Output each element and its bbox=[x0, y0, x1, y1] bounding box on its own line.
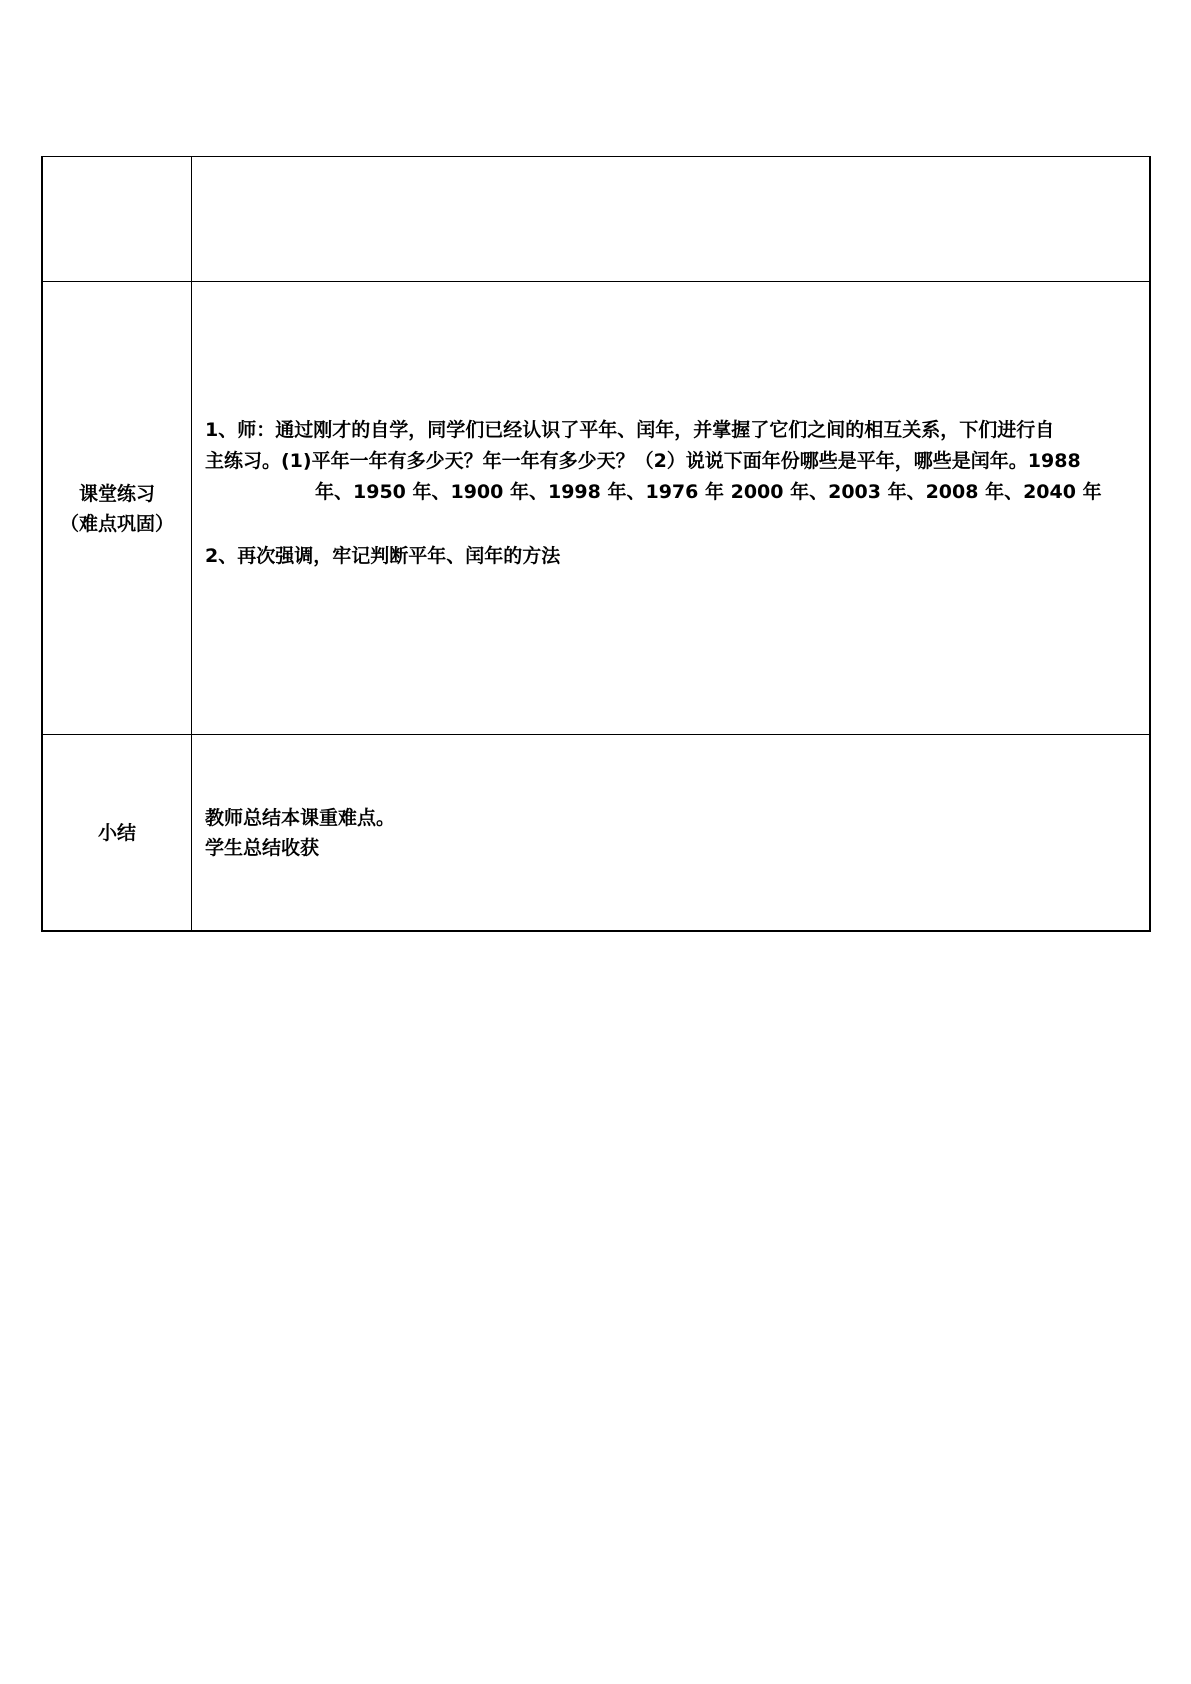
summary-line2: 学生总结收获 bbox=[205, 837, 320, 859]
practice-item1-line3: 年、1950 年、1900 年、1998 年、1976 年 2000 年、2003 年、2008 年、2040 年 bbox=[315, 481, 1102, 503]
row-divider-1 bbox=[43, 281, 1149, 282]
row-divider-2 bbox=[43, 734, 1149, 735]
practice-item1-line2: 主练习。(1)平年一年有多少天？年一年有多少天？（2）说说下面年份哪些是平年，哪些是闰年。1988 bbox=[205, 450, 1081, 472]
row-label-practice: 课堂练习 bbox=[78, 483, 155, 505]
practice-item1-line1: 1、师：通过刚才的自学，同学们已经认识了平年、闰年，并掌握了它们之间的相互关系，下们进行自 bbox=[205, 419, 1055, 441]
lesson-table bbox=[41, 156, 1151, 932]
practice-item2: 2、再次强调，牢记判断平年、闰年的方法 bbox=[205, 545, 561, 567]
summary-line1: 教师总结本课重难点。 bbox=[205, 807, 396, 829]
row-label-summary: 小结 bbox=[97, 822, 136, 844]
row-label-practice-sub: （难点巩固） bbox=[59, 513, 174, 535]
column-divider bbox=[191, 157, 192, 930]
